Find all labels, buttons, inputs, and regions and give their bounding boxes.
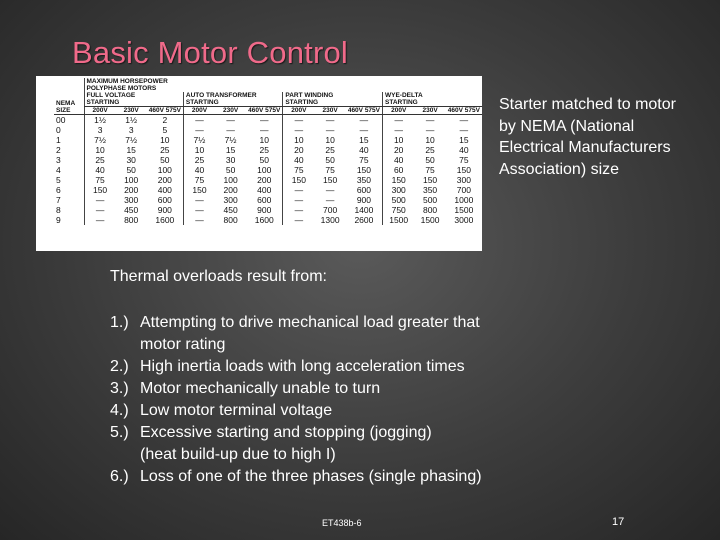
table-title-line1: MAXIMUM HORSEPOWER xyxy=(86,78,168,85)
horsepower-cell: 200 xyxy=(257,175,272,185)
horsepower-cell: 15 xyxy=(126,145,136,155)
voltage-header: 230V xyxy=(314,107,345,115)
horsepower-cell: 200 xyxy=(157,175,172,185)
horsepower-cell: 300 xyxy=(223,195,238,205)
starting-group-line2: STARTING xyxy=(385,99,418,106)
horsepower-cell: 600 xyxy=(257,195,272,205)
horsepower-cell: 300 xyxy=(124,195,139,205)
nema-size-cell: 00 xyxy=(56,115,66,125)
size-header-line2: SIZE xyxy=(56,107,71,114)
horsepower-cell: 50 xyxy=(425,155,435,165)
table-row xyxy=(54,135,482,145)
size-header xyxy=(54,78,84,115)
horsepower-cell: 1500 xyxy=(420,215,440,225)
nema-size-cell: 5 xyxy=(56,175,61,185)
horsepower-cell: 50 xyxy=(160,155,170,165)
horsepower-cell: 10 xyxy=(259,135,269,145)
horsepower-cell: — xyxy=(283,195,315,205)
horsepower-cell: — xyxy=(325,185,335,195)
horsepower-cell: 3000 xyxy=(454,215,474,225)
nema-size-cell: 7 xyxy=(56,195,61,205)
horsepower-cell: 1½ xyxy=(84,115,116,126)
horsepower-cell: 400 xyxy=(157,185,172,195)
horsepower-cell: 150 xyxy=(356,165,371,175)
horsepower-cell: 150 xyxy=(183,185,215,195)
horsepower-cell: 75 xyxy=(325,165,335,175)
horsepower-cell: — xyxy=(183,125,215,135)
horsepower-cell: 25 xyxy=(84,155,116,165)
voltage-header: 230V xyxy=(215,107,246,115)
horsepower-cell: 1300 xyxy=(320,215,340,225)
horsepower-cell: 75 xyxy=(84,175,116,185)
list-item xyxy=(110,400,570,422)
list-item-text: Low motor terminal voltage xyxy=(140,402,333,419)
table-row xyxy=(54,155,482,165)
horsepower-cell: 350 xyxy=(356,175,371,185)
horsepower-cell: 500 xyxy=(383,195,415,205)
starting-group-header xyxy=(183,92,282,107)
horsepower-cell: — xyxy=(183,215,215,225)
horsepower-cell: 40 xyxy=(283,155,315,165)
horsepower-cell: — xyxy=(425,125,435,135)
horsepower-cell: 2 xyxy=(162,115,168,125)
list-item-number: 4.) xyxy=(110,402,129,419)
horsepower-cell: 300 xyxy=(383,185,415,195)
page-number: 17 xyxy=(612,516,625,528)
horsepower-cell: — xyxy=(383,125,415,135)
voltage-header: 460V 575V xyxy=(246,107,283,115)
horsepower-cell: 1500 xyxy=(454,205,474,215)
horsepower-cell: 800 xyxy=(124,215,139,225)
horsepower-cell: 800 xyxy=(422,205,438,215)
list-item-text: High inertia loads with long acceleration times xyxy=(140,358,465,375)
horsepower-cell: 3 xyxy=(128,125,134,135)
horsepower-cell: 2600 xyxy=(354,215,374,225)
voltage-header: 230V xyxy=(116,107,147,115)
thermal-overload-heading: Thermal overloads result from: xyxy=(110,268,327,285)
horsepower-cell: 5 xyxy=(162,125,168,135)
starting-group-line1: FULL VOLTAGE xyxy=(86,92,136,99)
list-item xyxy=(110,378,570,400)
horsepower-cell: — xyxy=(84,195,116,205)
horsepower-cell: 150 xyxy=(422,175,438,185)
horsepower-cell: 25 xyxy=(160,145,170,155)
horsepower-cell: — xyxy=(283,125,315,135)
horsepower-cell: 40 xyxy=(383,155,415,165)
horsepower-cell: 50 xyxy=(325,155,335,165)
horsepower-cell: 150 xyxy=(456,165,471,175)
horsepower-cell: 40 xyxy=(183,165,215,175)
starting-group-line2: STARTING xyxy=(86,99,120,106)
horsepower-cell: — xyxy=(183,205,215,215)
horsepower-cell: 40 xyxy=(359,145,369,155)
horsepower-cell: 10 xyxy=(160,135,170,145)
nema-horsepower-table xyxy=(54,78,482,225)
list-item-number: 3.) xyxy=(110,380,129,397)
list-item-text: Attempting to drive mechanical load greater that xyxy=(140,314,480,331)
horsepower-cell: 50 xyxy=(259,155,269,165)
table-row xyxy=(54,205,482,215)
slide-title: Basic Motor Control xyxy=(72,35,349,70)
horsepower-cell: 900 xyxy=(257,205,272,215)
list-item xyxy=(110,466,570,488)
horsepower-cell: — xyxy=(283,185,315,195)
list-item-number: 5.) xyxy=(110,424,129,441)
horsepower-cell: 10 xyxy=(283,135,315,145)
horsepower-cell: 25 xyxy=(325,145,335,155)
horsepower-cell: 15 xyxy=(459,135,469,145)
horsepower-cell: 10 xyxy=(84,145,116,155)
voltage-header: 200V xyxy=(84,107,116,115)
horsepower-cell: 7½ xyxy=(125,135,138,145)
horsepower-cell: — xyxy=(325,125,335,135)
table-row xyxy=(54,165,482,175)
horsepower-cell: — xyxy=(226,125,235,135)
horsepower-cell: 750 xyxy=(383,205,415,215)
starting-group-line2: STARTING xyxy=(185,99,219,106)
horsepower-cell: 1½ xyxy=(125,115,138,125)
nema-size-cell: 6 xyxy=(56,185,61,195)
horsepower-cell: 100 xyxy=(157,165,172,175)
horsepower-cell: 25 xyxy=(425,145,435,155)
nema-size-cell: 9 xyxy=(56,215,61,225)
horsepower-cell: 7½ xyxy=(224,135,237,145)
size-header-line1: NEMA xyxy=(56,100,76,107)
horsepower-cell: 300 xyxy=(456,175,471,185)
nema-table-image xyxy=(36,76,482,251)
horsepower-cell: 200 xyxy=(223,185,238,195)
list-item-number: 1.) xyxy=(110,314,129,331)
horsepower-cell: 60 xyxy=(383,165,415,175)
table-row xyxy=(54,115,482,126)
horsepower-cell: 350 xyxy=(422,185,438,195)
horsepower-cell: 30 xyxy=(225,155,236,165)
nema-size-cell: 2 xyxy=(56,145,61,155)
starting-group-line2: STARTING xyxy=(285,99,319,106)
voltage-header: 460V 575V xyxy=(346,107,383,115)
horsepower-cell: — xyxy=(84,215,116,225)
horsepower-cell: — xyxy=(283,115,315,126)
horsepower-cell: 75 xyxy=(425,165,435,175)
horsepower-cell: 200 xyxy=(124,185,139,195)
horsepower-cell: 15 xyxy=(225,145,236,155)
horsepower-cell: 1400 xyxy=(354,205,374,215)
list-item xyxy=(110,422,570,444)
list-item-continuation: (heat build-up due to high I) xyxy=(140,446,336,463)
horsepower-cell: 100 xyxy=(257,165,272,175)
voltage-header: 200V xyxy=(383,107,415,115)
horsepower-cell: 1600 xyxy=(155,215,175,225)
horsepower-cell: 900 xyxy=(356,195,371,205)
nema-size-cell: 8 xyxy=(56,205,61,215)
horsepower-cell: — xyxy=(325,115,335,125)
horsepower-cell: 75 xyxy=(183,175,215,185)
voltage-header: 200V xyxy=(183,107,215,115)
horsepower-cell: — xyxy=(325,195,335,205)
horsepower-cell: — xyxy=(359,125,369,135)
horsepower-cell: — xyxy=(183,115,215,126)
horsepower-cell: 25 xyxy=(259,145,269,155)
nema-size-note: Starter matched to motor by NEMA (National Electrical Manufacturers Association) size xyxy=(499,96,676,178)
horsepower-cell: — xyxy=(226,115,235,125)
horsepower-cell: — xyxy=(459,125,469,135)
starting-group-line1: WYE-DELTA xyxy=(385,92,423,99)
list-item-text: Excessive starting and stopping (jogging) xyxy=(140,424,432,441)
horsepower-cell: 1000 xyxy=(454,195,474,205)
horsepower-cell: 450 xyxy=(124,205,139,215)
horsepower-cell: 40 xyxy=(459,145,469,155)
table-row xyxy=(54,175,482,185)
list-item-text: Loss of one of the three phases (single phasing) xyxy=(140,468,482,485)
horsepower-cell: — xyxy=(283,205,315,215)
horsepower-cell: 150 xyxy=(84,185,116,195)
horsepower-cell: 600 xyxy=(356,185,371,195)
list-item-number: 2.) xyxy=(110,358,129,375)
list-item-text: Motor mechanically unable to turn xyxy=(140,380,381,397)
horsepower-cell: 15 xyxy=(359,135,369,145)
starting-group-header xyxy=(84,92,183,107)
horsepower-cell: — xyxy=(283,215,315,225)
nema-size-cell: 4 xyxy=(56,165,61,175)
nema-size-cell: 3 xyxy=(56,155,61,165)
horsepower-cell: 150 xyxy=(283,175,315,185)
horsepower-cell: 25 xyxy=(183,155,215,165)
voltage-header: 460V 575V xyxy=(446,107,482,115)
nema-size-cell: 1 xyxy=(56,135,61,145)
list-item-continuation: motor rating xyxy=(140,336,226,353)
horsepower-cell: 7½ xyxy=(84,135,116,145)
horsepower-cell: — xyxy=(183,195,215,205)
horsepower-cell: 50 xyxy=(126,165,136,175)
horsepower-cell: — xyxy=(260,125,269,135)
horsepower-cell: 600 xyxy=(157,195,172,205)
horsepower-cell: 150 xyxy=(383,175,415,185)
voltage-header: 460V 575V xyxy=(147,107,184,115)
horsepower-cell: 400 xyxy=(257,185,272,195)
horsepower-cell: 10 xyxy=(183,145,215,155)
horsepower-cell: 10 xyxy=(383,135,415,145)
horsepower-cell: 1600 xyxy=(254,215,274,225)
starting-group-line1: AUTO TRANSFORMER xyxy=(185,92,257,99)
table-row xyxy=(54,195,482,205)
table-row xyxy=(54,145,482,155)
horsepower-cell: — xyxy=(359,115,369,125)
list-item xyxy=(110,312,570,334)
table-row xyxy=(54,215,482,225)
horsepower-cell: — xyxy=(260,115,269,125)
horsepower-cell: 75 xyxy=(359,155,369,165)
horsepower-cell: 50 xyxy=(225,165,236,175)
horsepower-cell: 100 xyxy=(223,175,238,185)
horsepower-cell: 75 xyxy=(459,155,469,165)
list-item-number: 6.) xyxy=(110,468,129,485)
list-item xyxy=(110,356,570,378)
horsepower-cell: 1500 xyxy=(383,215,415,225)
horsepower-cell: — xyxy=(84,205,116,215)
horsepower-cell: 3 xyxy=(84,125,116,135)
horsepower-cell: 800 xyxy=(223,215,238,225)
horsepower-cell: 900 xyxy=(157,205,172,215)
horsepower-cell: 500 xyxy=(422,195,438,205)
starting-group-line1: PART WINDING xyxy=(285,92,334,99)
horsepower-cell: 700 xyxy=(456,185,471,195)
table-row xyxy=(54,125,482,135)
horsepower-cell: 7½ xyxy=(183,135,215,145)
horsepower-cell: 40 xyxy=(84,165,116,175)
horsepower-cell: — xyxy=(459,115,469,125)
horsepower-cell: 30 xyxy=(126,155,136,165)
thermal-overload-causes-list xyxy=(110,312,570,488)
horsepower-cell: 450 xyxy=(223,205,238,215)
table-title-line2: POLYPHASE MOTORS xyxy=(86,85,157,92)
nema-size-cell: 0 xyxy=(56,125,61,135)
horsepower-cell: 10 xyxy=(425,135,435,145)
voltage-header: 230V xyxy=(414,107,445,115)
horsepower-cell: 100 xyxy=(124,175,139,185)
horsepower-cell: — xyxy=(425,115,435,125)
table-title xyxy=(84,78,482,92)
starting-group-header xyxy=(383,92,483,107)
starting-group-header xyxy=(283,92,383,107)
table-row xyxy=(54,185,482,195)
horsepower-cell: 20 xyxy=(283,145,315,155)
voltage-header: 200V xyxy=(283,107,315,115)
footer-course-code: ET438b-6 xyxy=(322,518,362,528)
horsepower-cell: 10 xyxy=(325,135,335,145)
horsepower-cell: 150 xyxy=(323,175,338,185)
horsepower-cell: 75 xyxy=(283,165,315,175)
horsepower-cell: 700 xyxy=(323,205,338,215)
horsepower-cell: — xyxy=(383,115,415,126)
horsepower-cell: 20 xyxy=(383,145,415,155)
